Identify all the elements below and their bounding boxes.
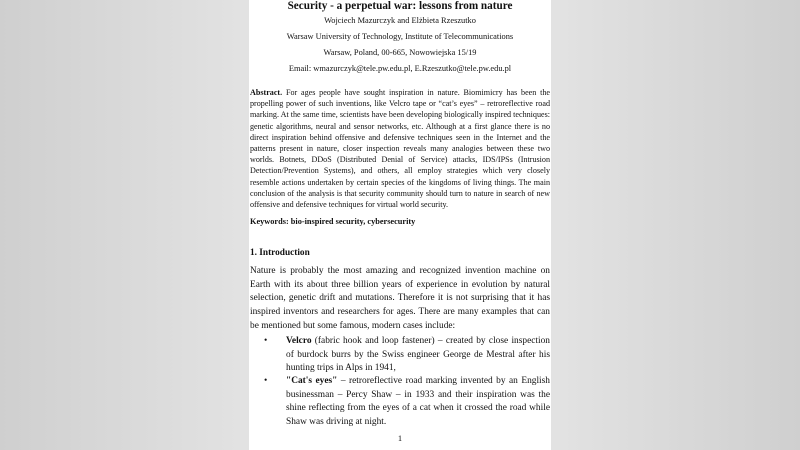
section-heading: 1. Introduction bbox=[250, 248, 310, 259]
affiliation: Warsaw University of Technology, Institute of Telecommunications bbox=[286, 32, 514, 41]
abstract-label: Abstract. bbox=[250, 88, 283, 97]
list-item bbox=[264, 335, 550, 375]
abstract bbox=[250, 87, 550, 210]
paper-title: Security - a perpetual war: lessons from nature bbox=[287, 0, 513, 12]
list-item bbox=[264, 375, 550, 429]
list-item-text: – retroreflective road marking invented by an English businessman – Percy Shaw – in 1933 and their inspiration was the shine reflecting from the eyes of a cat when it crossed the road while Shaw was driving at night. bbox=[286, 376, 550, 427]
authors: Wojciech Mazurczyk and Elżbieta Rzeszutko bbox=[324, 16, 476, 25]
examples-list bbox=[250, 335, 550, 429]
email: Email: wmazurczyk@tele.pw.edu.pl, E.Rzeszutko@tele.pw.edu.pl bbox=[288, 64, 512, 73]
list-item-term: Velcro bbox=[286, 336, 312, 347]
list-item-term: "Cat's eyes" bbox=[286, 376, 338, 387]
keywords: Keywords: bio-inspired security, cybersecurity bbox=[250, 217, 416, 227]
bullet-icon: • bbox=[264, 336, 268, 347]
bullet-icon: • bbox=[264, 376, 268, 387]
page-number: 1 bbox=[397, 433, 403, 444]
intro-paragraph: Nature is probably the most amazing and recognized invention machine on Earth with its about three billion years of experience in evolution by natural selection, genetic drift and mutations. Therefore it is not surprising that it has inspired inventors and researchers for ages. There are many examples that can be mentioned but some famous, modern cases include: bbox=[250, 266, 550, 331]
abstract-text: For ages people have sought inspiration in nature. Biomimicry has been the propelling power of such inventions, like Velcro tape or “cat’s eyes” – retroreflective road marking. At the same time, scientists have been developing biologically inspired techniques: genetic algorithms, neural and sensor networks, etc. Although at a first glance there is no direct inspiration behind offensive and defensive techniques seen in the Internet and the patterns present in nature, closer inspection reveals many analogies between these two worlds. Botnets, DDoS (Distributed Denial of Service) attacks, IDS/IPSs (Intrusion Detection/Prevention Systems), and others, all employ strategies which very closely resemble actions undertaken by certain species of the kingdoms of living things. The main conclusion of the analysis is that security community should turn to nature in search of new offensive and defensive techniques for virtual world security. bbox=[250, 88, 550, 210]
address: Warsaw, Poland, 00-665, Nowowiejska 15/19 bbox=[323, 48, 477, 57]
list-item-text: (fabric hook and loop fastener) – created by close inspection of burdock burrs by the Swiss engineer George de Mestral after his hunting trips in Alps in 1941, bbox=[286, 336, 550, 374]
document-page bbox=[249, 0, 551, 450]
page-content bbox=[250, 0, 550, 443]
